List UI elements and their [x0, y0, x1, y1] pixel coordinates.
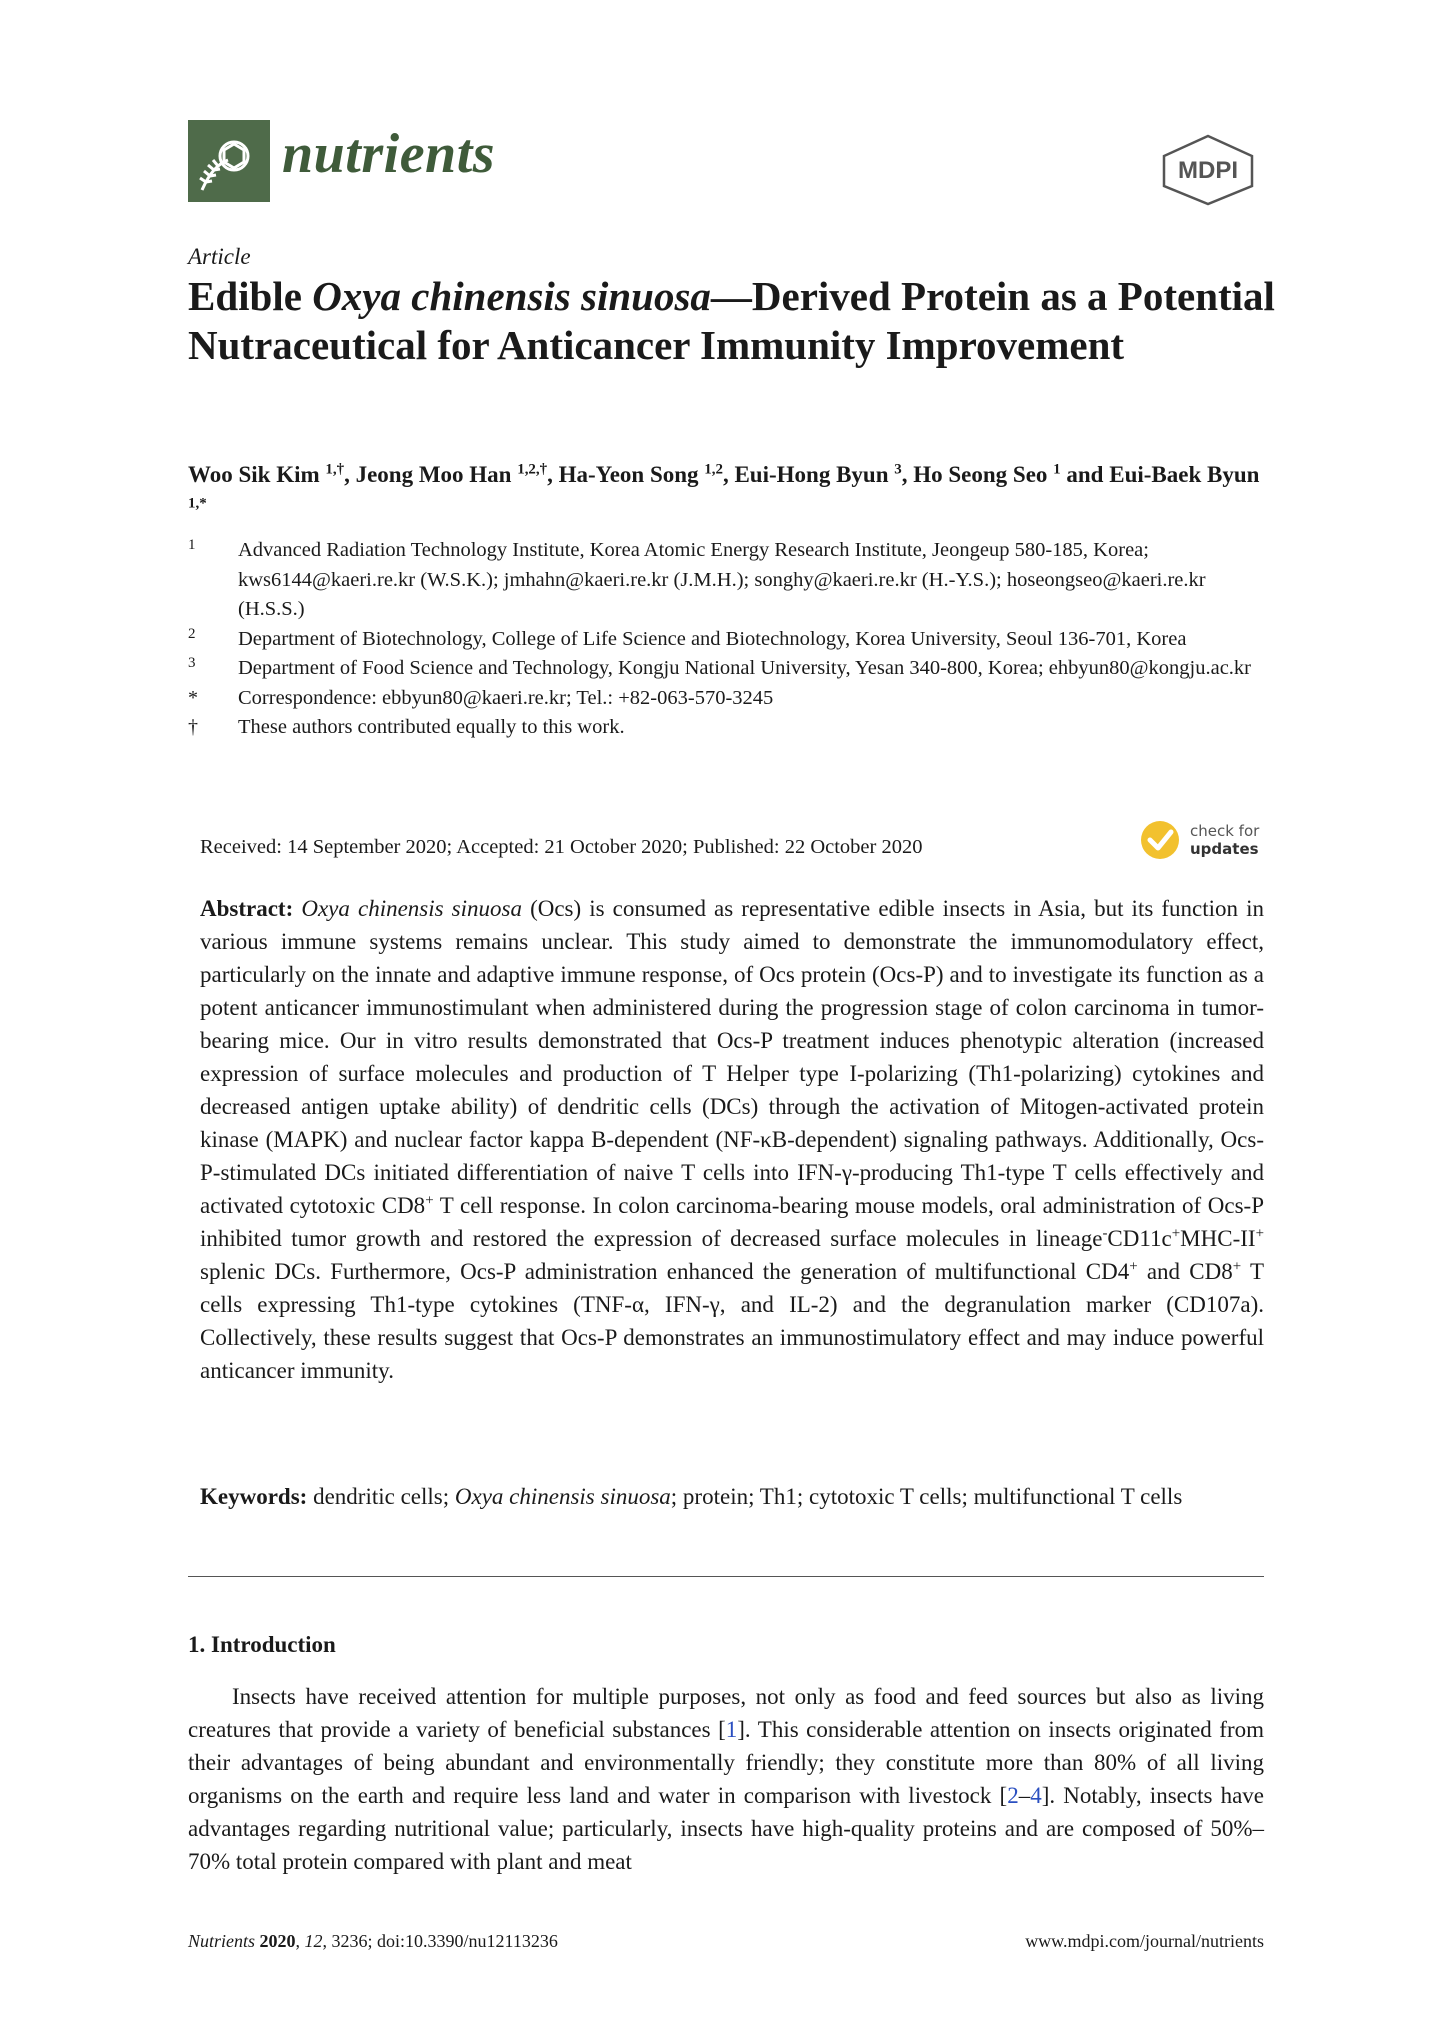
affiliation-item — [188, 536, 1268, 625]
equal-contribution-note — [188, 713, 1268, 743]
affiliation-mark: 3 — [188, 655, 196, 671]
publication-dates: Received: 14 September 2020; Accepted: 21 October 2020; Published: 22 October 2020 — [200, 836, 923, 858]
introduction-paragraph: Insects have received attention for multiple purposes, not only as food and feed sources but also as living creatures that provide a variety of beneficial substances [1]. This considerable attention on insects originated from their advantages of being abundant and environmentally friendly; they constitute more than 80% of all living organisms on the earth and require less land and water in comparison with livestock [2–4]. Notably, insects have advantages regarding nutritional value; particularly, insects have high-quality proteins and are composed of 50%–70% total protein compared with plant and meat — [188, 1684, 1264, 1874]
correspondence-mark: * — [188, 686, 198, 709]
affiliation-text: Department of Biotechnology, College of Life Science and Biotechnology, Korea University, Seoul 136-701, Korea — [238, 627, 1187, 650]
author[interactable]: Ho Seong Seo $^1$ — [913, 461, 1061, 487]
affiliation-text: Advanced Radiation Technology Institute, Korea Atomic Energy Research Institute, Jeongeup 580-185, Korea; kws6144@kaeri.re.kr (W.S.K.); jmhahn@kaeri.re.kr (J.M.H.); songhy@kaeri.re.kr (H.-Y.S.); hoseongseo@kaeri.re.kr (H.S.S.) — [238, 539, 1206, 620]
author-list: Woo Sik Kim $^{1,\dagger}$, Jeong Moo Han $^{1,2,\dagger}$, Ha-Yeon Song $^{1,2}$, Eui-Hong Byun $^3$, Ho Seong Seo $^1$ and Eui-Baek Byun $^{1,*}$ — [188, 458, 1278, 526]
article-type: Article — [188, 244, 251, 269]
abstract-label: Abstract: — [200, 896, 294, 921]
author[interactable]: Woo Sik Kim $^{1,\dagger}$ — [188, 461, 345, 487]
affiliations — [188, 536, 1268, 743]
citation-link[interactable]: 4 — [1030, 1783, 1042, 1808]
section-heading-introduction: 1. Introduction — [188, 1632, 336, 1657]
section-divider — [188, 1576, 1264, 1577]
equal-contribution-text: These authors contributed equally to this work. — [238, 716, 625, 738]
affiliation-item — [188, 654, 1268, 684]
mdpi-logo-text: MDPI — [1178, 157, 1238, 184]
author[interactable]: Eui-Hong Byun $^3$ — [734, 461, 902, 487]
journal-name: nutrients — [282, 123, 496, 185]
footer-citation: Nutrients 2020, 12, 3236; doi:10.3390/nu12113236 — [188, 1931, 558, 1951]
check-line-2: updates — [1190, 840, 1259, 858]
check-for-updates-badge[interactable] — [1138, 818, 1259, 862]
check-mark-icon — [1138, 818, 1182, 862]
keywords: Keywords: dendritic cells; Oxya chinensis sinuosa; protein; Th1; cytotoxic T cells; multifunctional T cells — [200, 1484, 1183, 1509]
footer-journal-url[interactable]: www.mdpi.com/journal/nutrients — [1025, 1931, 1264, 1951]
abstract: Abstract: Oxya chinensis sinuosa (Ocs) is consumed as representative edible insects in Asia, but its function in various immune systems remains unclear. This study aimed to demonstrate the immunomodulatory effect, particularly on the innate and adaptive immune response, of Ocs protein (Ocs-P) and to investigate its function as a potent anticancer immunostimulant when administered during the progression stage of colon carcinoma in tumor-bearing mice. Our in vitro results demonstrated that Ocs-P treatment induces phenotypic alteration (increased expression of surface molecules and production of T Helper type I-polarizing (Th1-polarizing) cytokines and decreased antigen uptake ability) of dendritic cells (DCs) through the activation of Mitogen-activated protein kinase (MAPK) and nuclear factor kappa B-dependent (NF-κB-dependent) signaling pathways. Additionally, Ocs-P-stimulated DCs initiated differentiation of naive T cells into IFN-γ-producing Th1-type T cells effectively and activated cytotoxic CD8+ T cell response. In colon carcinoma-bearing mouse models, oral administration of Ocs-P inhibited tumor growth and restored the expression of decreased surface molecules in lineage-CD11c+MHC-II+ splenic DCs. Furthermore, Ocs-P administration enhanced the generation of multifunctional CD4+ and CD8+ T cells expressing Th1-type cytokines (TNF-α, IFN-γ, and IL-2) and the degranulation marker (CD107a). Collectively, these results suggest that Ocs-P demonstrates an immunostimulatory effect and may induce powerful anticancer immunity. — [200, 896, 1265, 1383]
check-line-1: check for — [1190, 822, 1260, 840]
citation-link[interactable]: 1 — [725, 1717, 738, 1742]
citation-link[interactable]: 2 — [1007, 1783, 1019, 1808]
equal-contribution-mark: † — [188, 716, 198, 738]
author[interactable]: Jeong Moo Han $^{1,2,\dagger}$ — [355, 461, 548, 487]
author[interactable]: Eui-Baek Byun $^{1,*}$ — [188, 462, 1260, 512]
mdpi-logo — [1158, 132, 1258, 213]
affiliation-mark: 1 — [188, 537, 196, 553]
affiliation-mark: 2 — [188, 625, 196, 642]
nutrients-logo-icon — [188, 120, 270, 202]
correspondence-text: Correspondence: ebbyun80@kaeri.re.kr; Tel.: +82-063-570-3245 — [238, 686, 774, 709]
affiliation-item — [188, 625, 1268, 655]
title-species: Oxya chinensis sinuosa — [312, 273, 711, 319]
journal-logo — [188, 120, 270, 202]
keywords-label: Keywords: — [200, 1484, 308, 1509]
correspondence — [188, 684, 1268, 714]
author[interactable]: Ha-Yeon Song $^{1,2}$ — [558, 461, 723, 487]
article-title: Edible Oxya chinensis sinuosa—Derived Protein as a Potential Nutraceutical for Anticancer Immunity Improvement — [188, 273, 1275, 368]
affiliation-text: Department of Food Science and Technology, Kongju National University, Yesan 340-800, Korea; ehbyun80@kongju.ac.kr — [238, 657, 1252, 679]
